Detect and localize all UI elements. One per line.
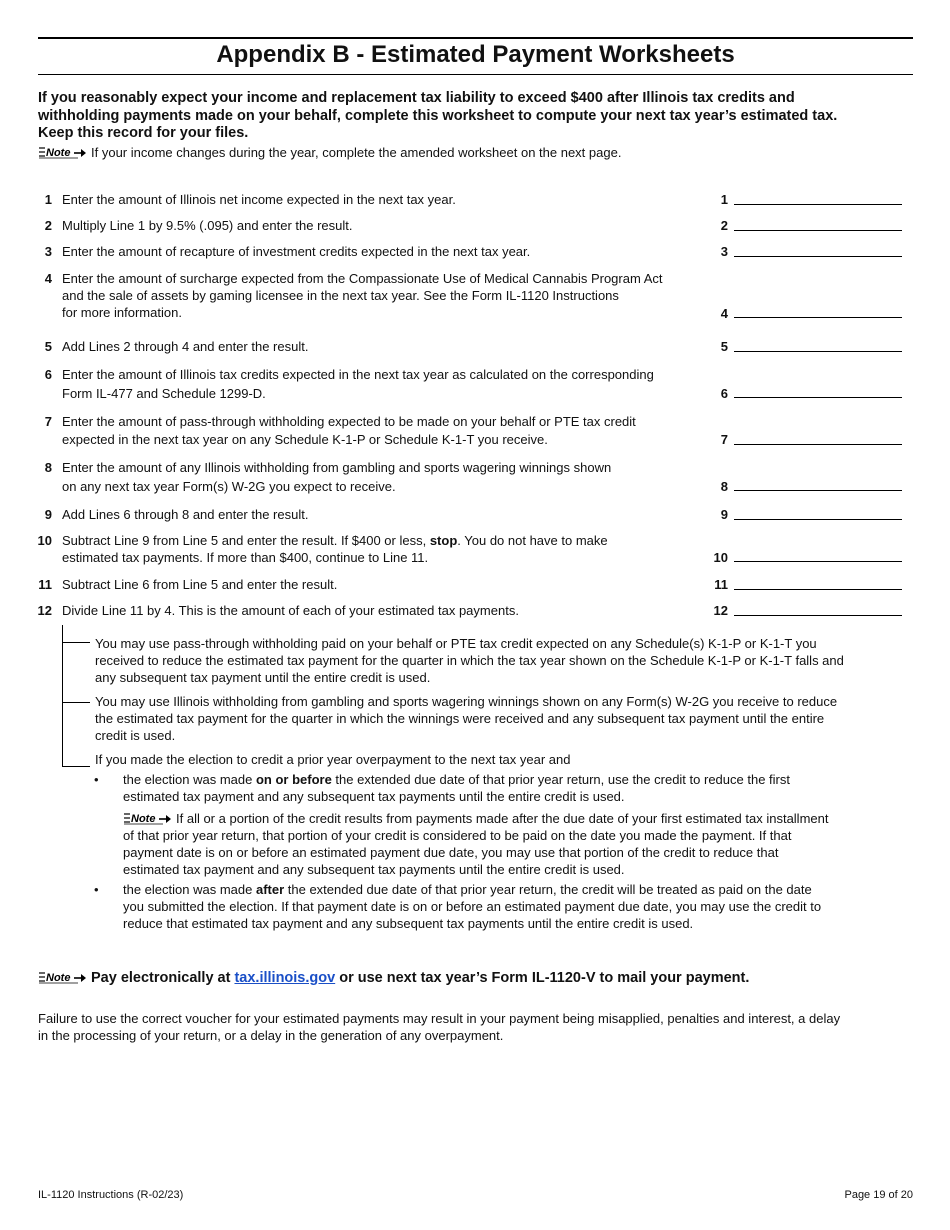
worksheet-line-10 [30, 532, 910, 565]
line-number-right: 4 [720, 306, 728, 321]
note-line: You may use Illinois withholding from gambling and sports wagering winnings shown on any Form(s) W-2G you receive to reduce [95, 694, 838, 709]
stop-emphasis: stop [429, 533, 458, 548]
note-icon [123, 811, 173, 825]
line-text: Add Lines 2 through 4 and enter the result. [62, 339, 309, 354]
bracket-tick [62, 702, 90, 703]
line-text: Subtract Line 6 from Line 5 and enter the result. [62, 577, 338, 592]
line-text: Add Lines 6 through 8 and enter the result. [62, 507, 309, 522]
footer-form-id: IL-1120 Instructions (R-02/23) [38, 1189, 184, 1201]
footer-page-number: Page 19 of 20 [844, 1189, 913, 1201]
line-text: for more information. [62, 305, 182, 320]
note-line: any subsequent tax payment until the entire credit is used. [95, 670, 431, 685]
line-number-right: 10 [713, 550, 728, 565]
worksheet-line-8 [30, 459, 910, 494]
bullet-on-or-before [123, 771, 908, 805]
line-text: expected in the next tax year on any Schedule K-1-P or Schedule K-1-T you receive. [62, 432, 548, 447]
line-text: Enter the amount of recapture of investment credits expected in the next tax year. [62, 244, 531, 259]
failure-line: Failure to use the correct voucher for your estimated payments may result in your payment being misapplied, penalties and interest, a delay [38, 1011, 841, 1026]
line-number: 2 [44, 218, 52, 233]
note-text: If all or a portion of the credit results from payments made after the due date of your first estimated tax installment [176, 811, 829, 826]
bullet-line: you submitted the election. If that payment date is on or before an estimated payment due date, you may use the credit to [123, 899, 822, 914]
line-text: Enter the amount of surcharge expected from the Compassionate Use of Medical Cannabis Program Act [62, 271, 663, 286]
emphasis: on or before [255, 772, 332, 787]
line-text: estimated tax payments. If more than $400, continue to Line 11. [62, 550, 429, 565]
line-number: 1 [44, 192, 52, 207]
line-number: 8 [44, 460, 52, 475]
line-number: 5 [44, 339, 52, 354]
intro-line: Keep this record for your files. [38, 125, 249, 141]
note-line: You may use pass-through withholding paid on your behalf or PTE tax credit expected on any Schedule(s) K-1-P or K-1-T you [95, 636, 817, 651]
failure-line: in the processing of your return, or a delay in the generation of any overpayment. [38, 1028, 504, 1043]
worksheet-line-7 [30, 413, 910, 447]
bullet-after [123, 881, 908, 932]
line-number: 7 [44, 414, 52, 429]
amount-field-5[interactable] [734, 351, 902, 352]
bracket-tick [62, 766, 90, 767]
line-number: 4 [44, 271, 52, 286]
line-number-right: 12 [713, 603, 728, 618]
note-icon [38, 145, 88, 159]
failure-warning [38, 1010, 913, 1044]
text-part: the election was made [123, 772, 256, 787]
pay-text: Pay electronically at [91, 970, 235, 986]
bracket-line [62, 625, 63, 767]
line-number: 11 [38, 577, 52, 592]
worksheet-line-2 [30, 217, 910, 237]
amount-field-10[interactable] [734, 561, 902, 562]
note-line: the estimated tax payment for the quarter in which the winnings were received and any subsequent tax payment until the entire [95, 711, 825, 726]
text-part: the election was made [123, 882, 256, 897]
line-text: on any next tax year Form(s) W-2G you expect to receive. [62, 479, 396, 494]
line-text: Multiply Line 1 by 9.5% (.095) and enter the result. [62, 218, 353, 233]
top-rule [38, 37, 913, 39]
line-text: and the sale of assets by gaming licensee in the next tax year. See the Form IL-1120 Instructions [62, 288, 619, 303]
intro-line: If you reasonably expect your income and replacement tax liability to exceed $400 after Illinois tax credits and [38, 90, 795, 106]
amount-field-3[interactable] [734, 256, 902, 257]
line-text-part: . You do not have to make [457, 533, 608, 548]
line-number: 9 [44, 507, 52, 522]
bullet-line: estimated tax payment and any subsequent tax payments until the entire credit is used. [123, 789, 625, 804]
amount-field-7[interactable] [734, 444, 902, 445]
worksheet-line-12 [30, 602, 910, 622]
intro-line: withholding payments made on your behalf, complete this worksheet to compute your next tax year’s estimated tax. [38, 107, 838, 124]
tax-illinois-link[interactable]: tax.illinois.gov [234, 970, 336, 986]
line-number-right: 7 [720, 432, 728, 447]
note-line: credit is used. [95, 728, 176, 743]
line-text: Enter the amount of Illinois tax credits expected in the next tax year as calculated on the corresponding [62, 367, 654, 382]
amount-field-8[interactable] [734, 490, 902, 491]
amount-field-6[interactable] [734, 397, 902, 398]
line-text: Enter the amount of Illinois net income expected in the next tax year. [62, 192, 456, 207]
line-text [62, 532, 712, 549]
line-number: 6 [44, 367, 52, 382]
line-text: Form IL-477 and Schedule 1299-D. [62, 386, 266, 401]
amount-field-1[interactable] [734, 204, 902, 205]
note-text: of that prior year return, that portion of your credit is considered to be paid on the date you made the payment. If that [123, 828, 792, 843]
bullet-line: reduce that estimated tax payment and any subsequent tax payments until the entire credit is used. [123, 916, 694, 931]
note-label: Note [46, 147, 71, 159]
title-rule [38, 74, 913, 75]
bracket-tick [62, 642, 90, 643]
line-number-right: 6 [720, 386, 728, 401]
election-intro: If you made the election to credit a prior year overpayment to the next tax year and [95, 752, 571, 767]
note-text: estimated tax payment and any subsequent tax payments until the entire credit is used. [123, 862, 625, 877]
bullet-note-first-line [123, 810, 908, 827]
line-number: 10 [37, 533, 52, 548]
worksheet-line-4 [30, 270, 910, 321]
pay-electronically [38, 968, 913, 988]
worksheet-line-11 [30, 576, 910, 596]
line-text: Enter the amount of any Illinois withholding from gambling and sports wagering winnings shown [62, 460, 612, 475]
line-number-right: 5 [720, 339, 728, 354]
amount-field-4[interactable] [734, 317, 902, 318]
line-number-right: 9 [720, 507, 728, 522]
amount-field-9[interactable] [734, 519, 902, 520]
amount-field-2[interactable] [734, 230, 902, 231]
note-label: Note [131, 813, 156, 825]
line-text: Divide Line 11 by 4. This is the amount of each of your estimated tax payments. [62, 603, 519, 618]
note-text: If your income changes during the year, complete the amended worksheet on the next page. [91, 145, 622, 160]
worksheet-line-5 [30, 338, 910, 358]
line-number: 12 [37, 603, 52, 618]
line-number: 3 [44, 244, 52, 259]
bullet-marker: • [94, 772, 99, 787]
bullet-line [123, 771, 908, 788]
pay-text: or use next tax year’s Form IL-1120-V to mail your payment. [335, 970, 750, 986]
note-amended-worksheet [38, 145, 913, 161]
bullet-marker: • [94, 882, 99, 897]
line-number-right: 11 [714, 577, 728, 592]
pass-through-note [95, 635, 907, 686]
worksheet-line-1 [30, 191, 910, 211]
note-text: payment date is on or before an estimated payment due date, you may use that portion of the credit to reduce that [123, 845, 779, 860]
bullet-note [123, 810, 908, 878]
worksheet-line-6 [30, 366, 910, 401]
line-text-part: Subtract Line 9 from Line 5 and enter the result. If $400 or less, [62, 533, 430, 548]
amount-field-11[interactable] [734, 589, 902, 590]
worksheet-line-3 [30, 243, 910, 263]
page-title: Appendix B - Estimated Payment Worksheets [216, 41, 735, 68]
emphasis: after [255, 882, 285, 897]
note-icon [38, 970, 88, 984]
line-number-right: 3 [720, 244, 728, 259]
note-label: Note [46, 972, 71, 984]
intro-text [38, 90, 913, 143]
line-number-right: 8 [720, 479, 728, 494]
text-part: the extended due date of that prior year return, use the credit to reduce the first [331, 772, 790, 787]
amount-field-12[interactable] [734, 615, 902, 616]
note-line: received to reduce the estimated tax payment for the quarter in which the tax year shown on the Schedule K-1-P or K-1-T falls and [95, 653, 844, 668]
gambling-note [95, 693, 907, 744]
text-part: the extended due date of that prior year return, the credit will be treated as paid on the date [284, 882, 812, 897]
line-text: Enter the amount of pass-through withholding expected to be made on your behalf or PTE tax credit [62, 414, 636, 429]
worksheet-line-9 [30, 506, 910, 526]
bullet-line [123, 881, 908, 898]
line-number-right: 1 [720, 192, 728, 207]
line-number-right: 2 [720, 218, 728, 233]
